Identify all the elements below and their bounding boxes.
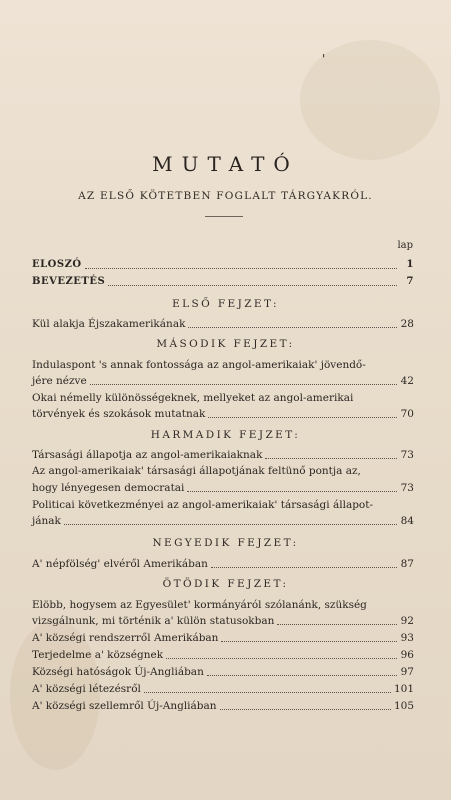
toc-entry-text: jére nézve — [32, 375, 87, 387]
toc-entry-page: 42 — [400, 375, 414, 387]
toc-entry-page: 96 — [400, 649, 414, 661]
toc-entry-page: 105 — [393, 700, 414, 712]
toc-entry-page: 87 — [400, 558, 414, 570]
toc-entry-page: 84 — [400, 515, 414, 527]
chapter-heading: NEGYEDIK FEJZET: — [152, 537, 299, 549]
toc-entry-text: Társasági állapotja az angol-amerikaiaknak — [32, 449, 263, 461]
leader-dots — [277, 623, 397, 625]
toc-entry-page: 1 — [406, 259, 414, 270]
toc-entry-page: 28 — [400, 318, 414, 330]
toc-entry-text: Községi hatóságok Új-Angliában — [32, 666, 204, 678]
leader-dots — [220, 708, 391, 710]
chapter-heading: ELSŐ FEJZET: — [172, 298, 279, 310]
toc-entry[interactable] — [32, 406, 414, 422]
toc-entry-line[interactable]: Az angol-amerikaiak' társasági állapotjának feltünő pontja az, — [32, 465, 361, 477]
leader-dots — [85, 267, 397, 269]
toc-entry-line[interactable]: Indulaspont 's annak fontossága az angol-amerikaiak' jövendő- — [32, 359, 366, 371]
toc-entry-text: A' községi rendszerről Amerikában — [32, 632, 219, 644]
leader-dots — [211, 566, 397, 568]
chapter-heading: HARMADIK FEJZET: — [150, 429, 301, 441]
toc-entry[interactable] — [32, 681, 414, 697]
toc-entry[interactable] — [32, 630, 414, 646]
toc-entry-text: Terjedelme a' községnek — [32, 649, 164, 661]
toc-entry-page: 101 — [393, 683, 414, 695]
toc-entry[interactable] — [32, 556, 414, 572]
decorative-rule — [205, 216, 243, 217]
paper-stain — [300, 40, 440, 160]
toc-entry-line[interactable]: Elöbb, hogysem az Egyesület' kormányáról szólanánk, szükség — [32, 599, 367, 611]
toc-entry[interactable] — [32, 513, 414, 529]
toc-entry-text: ELOSZÓ — [32, 259, 82, 270]
page-subtitle: AZ ELSŐ KÖTETBEN FOGLALT TÁRGYAKRÓL. — [78, 190, 373, 202]
leader-dots — [144, 691, 391, 693]
toc-entry-page: 92 — [400, 615, 414, 627]
toc-entry-page: 97 — [400, 666, 414, 678]
leader-dots — [90, 383, 397, 385]
leader-dots — [166, 657, 397, 659]
toc-entry-page: 93 — [400, 632, 414, 644]
toc-entry-line[interactable]: Politicai következményei az angol-amerikaiak' társasági állapot- — [32, 499, 374, 511]
toc-entry[interactable] — [32, 480, 414, 496]
toc-entry-text: A' községi létezésről — [32, 683, 141, 695]
toc-entry[interactable] — [32, 698, 414, 714]
leader-dots — [207, 674, 397, 676]
leader-dots — [188, 326, 397, 328]
toc-entry-text: törvények és szokások mutatnak — [32, 408, 206, 420]
toc-entry-text: A' népfölség' elvéről Amerikában — [32, 558, 208, 570]
toc-entry-text: BEVEZETÉS — [32, 276, 106, 287]
toc-entry-text: vizsgálnunk, mi történik a' külön statusokban — [32, 615, 275, 627]
toc-entry-text: jának — [32, 515, 61, 527]
toc-entry-page: 70 — [400, 408, 414, 420]
toc-entry[interactable] — [32, 613, 414, 629]
chapter-heading: MÁSODIK FEJZET: — [156, 338, 295, 350]
leader-dots — [108, 284, 397, 286]
page-column-label: lap — [397, 240, 413, 251]
leader-dots — [187, 490, 397, 492]
toc-entry-bevezetes[interactable] — [32, 274, 414, 290]
toc-entry-page: 73 — [400, 449, 414, 461]
toc-entry-page: 7 — [406, 276, 414, 287]
toc-entry-text: A' községi szellemről Új-Angliában — [32, 700, 217, 712]
leader-dots — [208, 416, 397, 418]
toc-entry[interactable] — [32, 316, 414, 332]
toc-entry-page: 73 — [400, 482, 414, 494]
toc-entry[interactable] — [32, 647, 414, 663]
toc-entry-line[interactable]: Okai némelly különösségeknek, mellyeket az angol-amerikai — [32, 392, 354, 404]
toc-entry[interactable] — [32, 447, 414, 463]
toc-entry-text: hogy lényegesen democratai — [32, 482, 185, 494]
leader-dots — [265, 457, 397, 459]
leader-dots — [221, 640, 397, 642]
toc-entry-text: Kül alakja Éjszakamerikának — [32, 318, 186, 330]
chapter-heading: ÖTÖDIK FEJZET: — [162, 578, 289, 590]
page-mark: ' — [322, 52, 326, 66]
toc-entry[interactable] — [32, 373, 414, 389]
toc-entry-eloszo[interactable] — [32, 257, 414, 273]
toc-entry[interactable] — [32, 664, 414, 680]
leader-dots — [64, 523, 397, 525]
page-title: MUTATÓ — [152, 152, 299, 176]
